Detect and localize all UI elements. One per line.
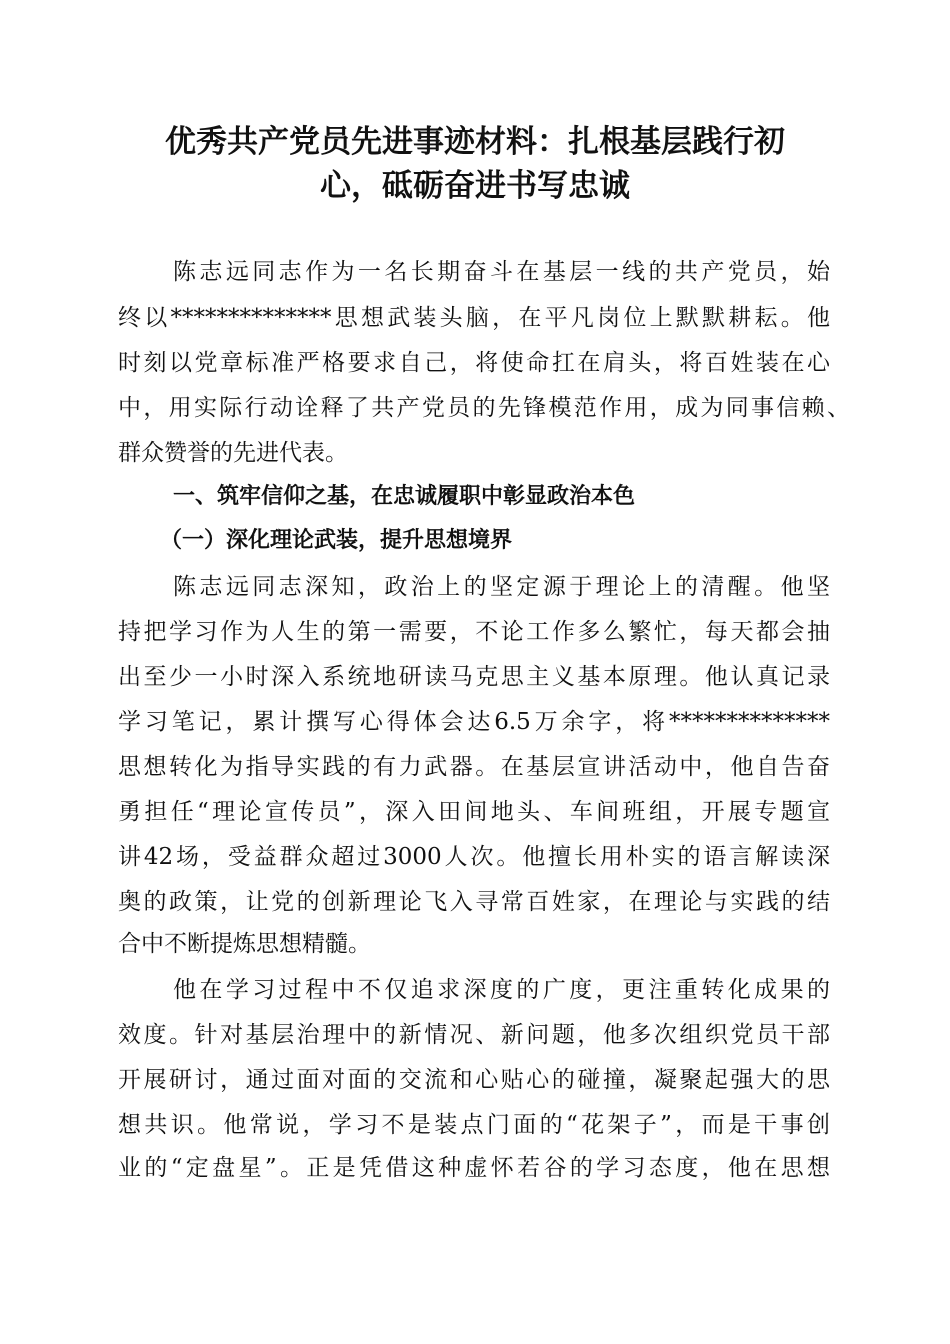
paragraph-line: 讲42场，受益群众超过3000人次。他擅长用朴实的语言解读深 [118,844,830,870]
intro-line: 陈志远同志作为一名长期奋斗在基层一线的共产党员，始 [173,259,830,285]
paragraph-line: 奥的政策，让党的创新理论飞入寻常百姓家，在理论与实践的结 [118,889,830,915]
intro-line: 时刻以党章标准严格要求自己，将使命扛在肩头，将百姓装在心 [118,350,830,376]
paragraph-line: 出至少一小时深入系统地研读马克思主义基本原理。他认真记录 [118,664,830,690]
paragraph-line: 合中不断提炼思想精髓。 [118,931,371,957]
intro-line: 群众赞誉的先进代表。 [118,440,348,466]
intro-line: 中，用实际行动诠释了共产党员的先锋模范作用，成为同事信赖、 [118,395,850,421]
paragraph-line: 勇担任“理论宣传员”，深入田间地头、车间班组，开展专题宣 [118,799,830,825]
subsection-heading-1: （一）深化理论武装，提升思想境界 [160,528,513,553]
paragraph-line: 开展研讨，通过面对面的交流和心贴心的碰撞，凝聚起强大的思 [118,1067,830,1093]
paragraph-line: 学习笔记，累计撰写心得体会达6.5万余字，将************** [118,709,830,735]
paragraph-line: 陈志远同志深知，政治上的坚定源于理论上的清醒。他坚 [173,574,830,600]
section-heading-1: 一、筑牢信仰之基，在忠诚履职中彰显政治本色 [173,484,636,509]
paragraph-line: 持把学习作为人生的第一需要，不论工作多么繁忙，每天都会抽 [118,619,830,645]
paragraph-line: 效度。针对基层治理中的新情况、新问题，他多次组织党员干部 [118,1022,830,1048]
paragraph-line: 思想转化为指导实践的有力武器。在基层宣讲活动中，他自告奋 [118,754,830,780]
document-title-line-2: 心，砥砺奋进书写忠诚 [320,168,630,204]
paragraph-line: 想共识。他常说，学习不是装点门面的“花架子”，而是干事创 [118,1112,830,1138]
document-title-line-1: 优秀共产党员先进事迹材料：扎根基层践行初 [165,124,785,160]
intro-line: 终以**************思想武装头脑，在平凡岗位上默默耕耘。他 [118,305,830,331]
paragraph-line: 业的“定盘星”。正是凭借这种虚怀若谷的学习态度，他在思想 [118,1155,830,1181]
paragraph-line: 他在学习过程中不仅追求深度的广度，更注重转化成果的 [173,977,830,1003]
